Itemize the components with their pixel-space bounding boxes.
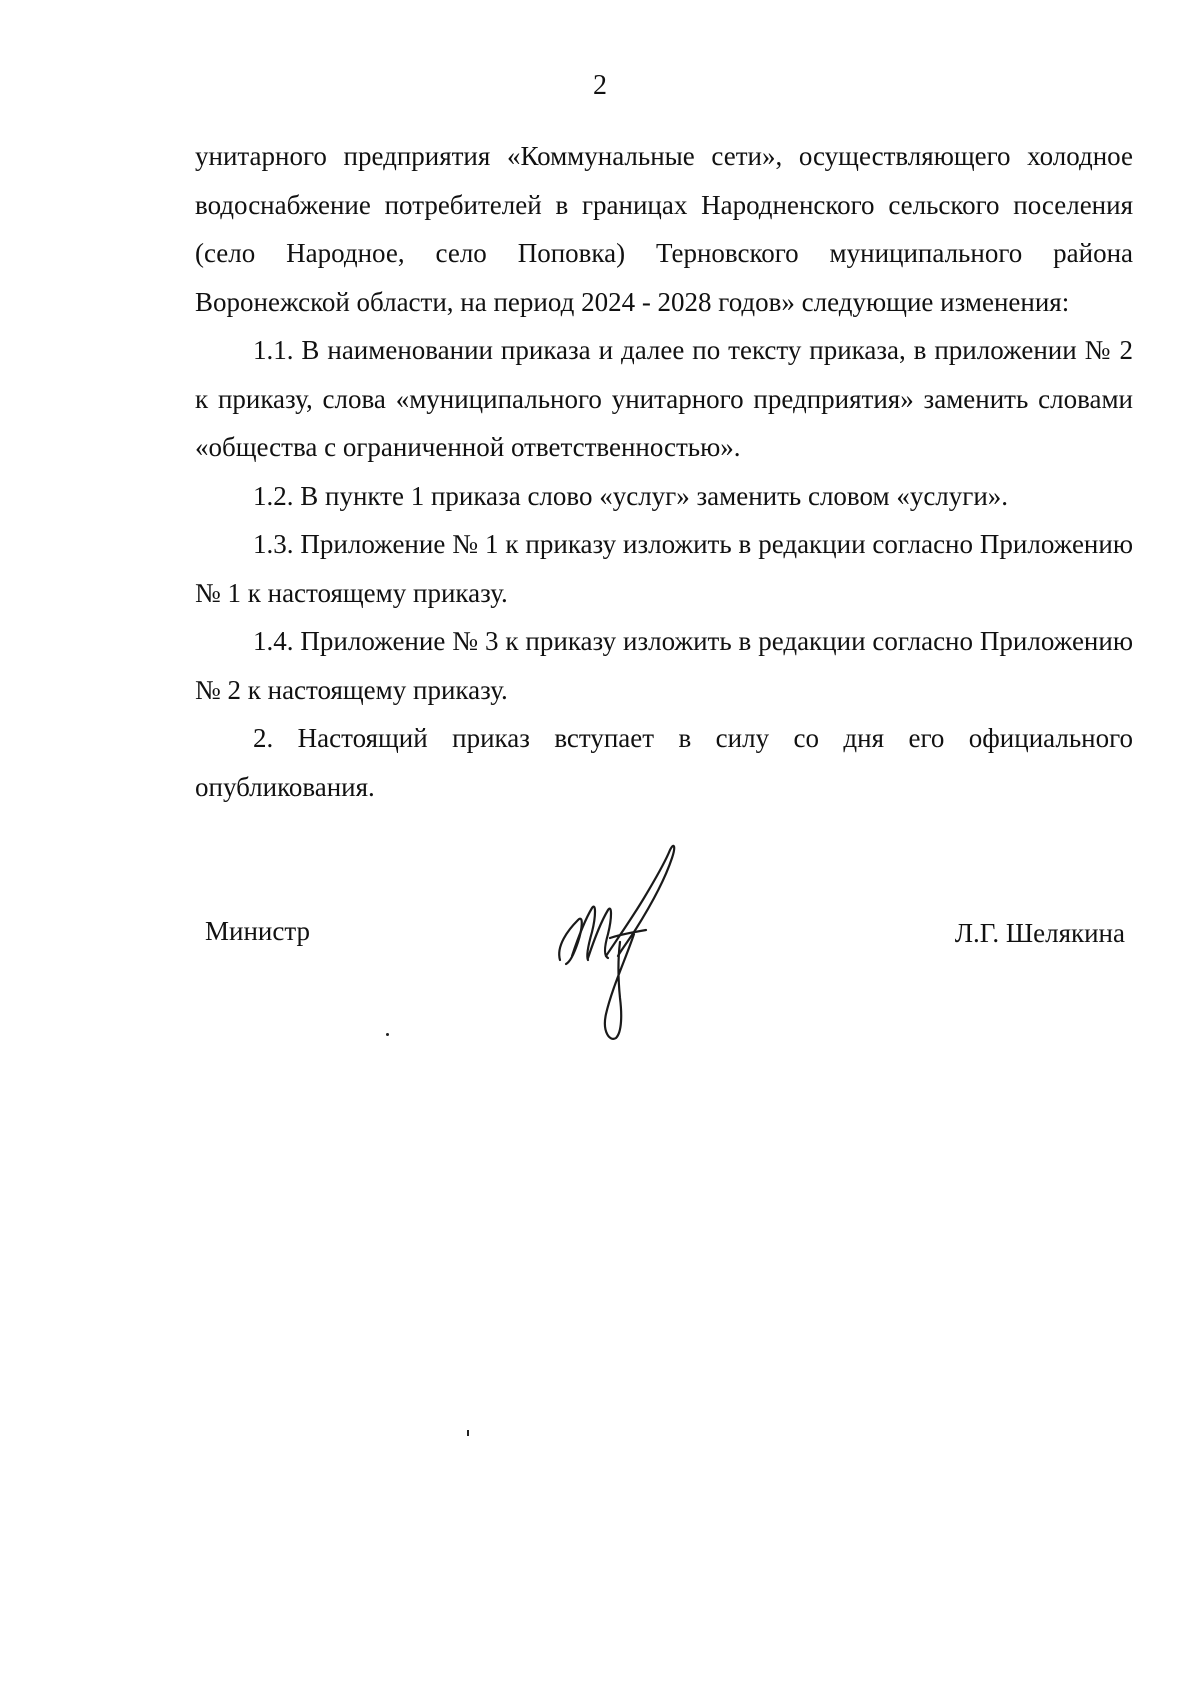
paragraph-continuation: унитарного предприятия «Коммунальные сети», осуществляющего холодное водоснабжение потребителей в границах Народненского сельского поселения (село Народное, село Поповка) Терновского муниципального района Воронежской области, на период 2024 - 2028 годов» следующие изменения: xyxy=(195,141,1133,317)
page-number: 2 xyxy=(593,70,607,101)
signer-name: Л.Г. Шелякина xyxy=(954,918,1125,948)
paragraph-1-4: 1.4. Приложение № 3 к приказу изложить в редакции согласно Приложению № 2 к настоящему приказу. xyxy=(195,626,1133,705)
handwritten-signature xyxy=(548,838,698,1048)
paragraph-1-1: 1.1. В наименовании приказа и далее по тексту приказа, в приложении № 2 к приказу, слова «муниципального унитарного предприятия» заменить словами «общества с ограниченной ответственностью». xyxy=(195,335,1133,462)
scan-speck xyxy=(467,1430,469,1436)
signer-title: Министр xyxy=(205,916,310,946)
scan-speck xyxy=(386,1033,389,1036)
document-body xyxy=(195,132,1133,811)
paragraph-2: 2. Настоящий приказ вступает в силу со дня его официального опубликования. xyxy=(195,723,1133,802)
paragraph-1-3: 1.3. Приложение № 1 к приказу изложить в редакции согласно Приложению № 1 к настоящему приказу. xyxy=(195,529,1133,608)
paragraph-1-2: 1.2. В пункте 1 приказа слово «услуг» заменить словом «услуги». xyxy=(253,480,1009,511)
